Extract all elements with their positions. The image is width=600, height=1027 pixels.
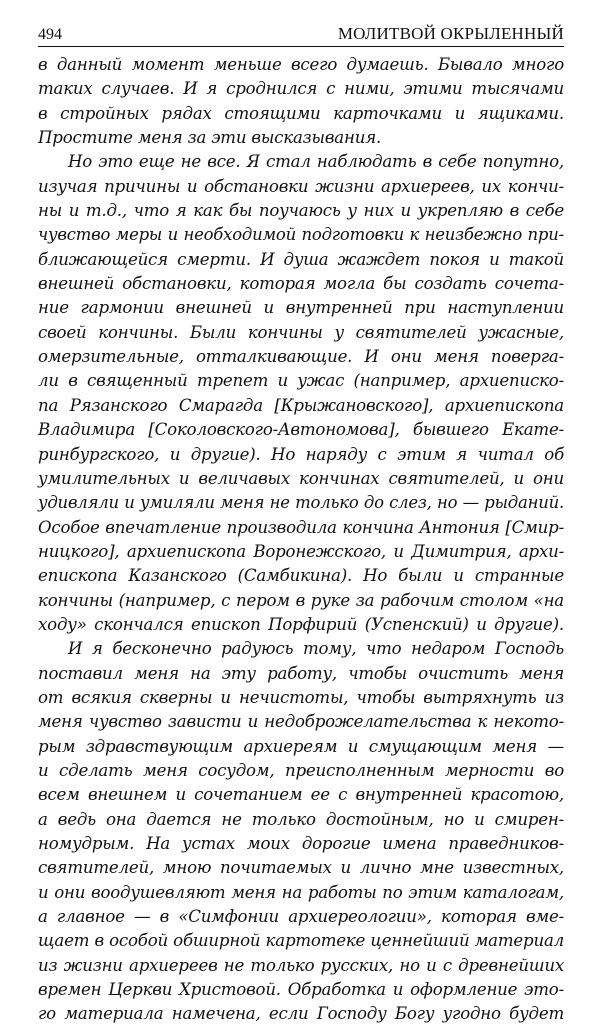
text-line: ние гармонии внешней и внутренней при наступлении: [38, 298, 564, 318]
text-line: па Рязанского Смарагда [Крыжановского], архиепископа: [38, 395, 564, 415]
text-line: чувство меры и необходимой подготовки к неизбежно при-: [38, 225, 564, 245]
text-line: удивляли и умиляли меня не только до слез, но — рыданий.: [38, 493, 564, 513]
text-line: от всякия скверны и нечистоты, чтобы вытряхнуть из: [38, 687, 564, 707]
text-line: кончины (например, с пером в руке за рабочим столом «на: [38, 590, 564, 610]
text-line: а главное — в «Симфонии архиереологии», которая вме-: [38, 907, 564, 927]
text-line: таких случаев. И я сроднился с ними, этими тысячами: [38, 79, 564, 99]
text-line: умилительных и величавых кончинах святителей, и они: [38, 468, 564, 488]
text-line: омерзительные, отталкивающие. И они меня поверга-: [38, 347, 564, 367]
text-line: меня чувство зависти и недоброжелательства к некото-: [38, 712, 564, 732]
text-line: ходу» скончался епископ Порфирий (Успенский) и другие).: [38, 614, 564, 634]
text-line: из жизни архиереев не только русских, но и с древнейших: [38, 955, 564, 975]
text-line: епископа Казанского (Самбикина). Но были и странные: [38, 566, 564, 586]
text-line: номудрым. На устах моих дорогие имена праведников-: [38, 834, 564, 853]
text-line: поставил меня на эту работу, чтобы очистить меня: [38, 663, 564, 683]
text-line: а ведь она дается не только достойным, но и смирен-: [38, 809, 564, 829]
text-line: ны и т.д., что я как бы поучаюсь у них и укрепляю в себе: [38, 201, 564, 221]
page-number: 494: [38, 26, 62, 43]
text-line: внешней обстановки, которая могла бы создать сочета-: [38, 274, 564, 294]
text-line: Простите меня за эти высказывания.: [38, 128, 382, 148]
running-title: МОЛИТВОЙ ОКРЫЛЕННЫЙ: [337, 24, 564, 43]
text-line: и сделать меня сосудом, преисполненным мерности во: [38, 760, 564, 780]
text-line: рым здравствующим архиереям и смущающим меня —: [38, 736, 564, 756]
text-line: и они воодушевляют меня на работы по этим каталогам,: [38, 882, 564, 902]
text-line: святителей, мною почитаемых и лично мне известных,: [38, 858, 564, 878]
body-text: [38, 53, 564, 1027]
text-line: ринбургского, и другие). Но наряду с этим я читал об: [38, 444, 564, 464]
text-line: Особое впечатление производила кончина Антония [Смир-: [38, 517, 564, 537]
text-line: всем внешнем и сочетанием ее с внутренней красотою,: [38, 785, 564, 805]
text-line: изучая причины и обстановки жизни архиереев, их кончи-: [38, 176, 564, 196]
text-line: своей кончины. Были кончины у святителей ужасные,: [38, 322, 564, 342]
text-line: го материала намечена, если Господу Богу угодно будет: [38, 1004, 564, 1024]
text-line: Владимира [Соколовского-Автономова], бывшего Екате-: [38, 420, 564, 440]
text-line: в стройных рядах стоящими карточками и ящиками.: [38, 103, 564, 123]
text-line: ницкого], архиепископа Воронежского, и Димитрия, архи-: [38, 541, 564, 561]
text-line: ближающейся смерти. И душа жаждет покоя и такой: [38, 249, 564, 269]
text-line: ли в священный трепет и ужас (например, архиеписко-: [38, 371, 564, 391]
running-header: [38, 18, 564, 47]
text-line: времен Церкви Христовой. Обработка и оформление это-: [38, 980, 564, 1000]
book-page: [38, 18, 564, 1027]
text-line: щает в особой обширной картотеке ценнейший материал: [38, 931, 564, 951]
text-line: Но это еще не все. Я стал наблюдать в себе попутно,: [68, 152, 564, 172]
text-line: в данный момент меньше всего думаешь. Бывало много: [38, 55, 564, 74]
text-line: И я бесконечно радуюсь тому, что недаром Господь: [68, 639, 564, 659]
